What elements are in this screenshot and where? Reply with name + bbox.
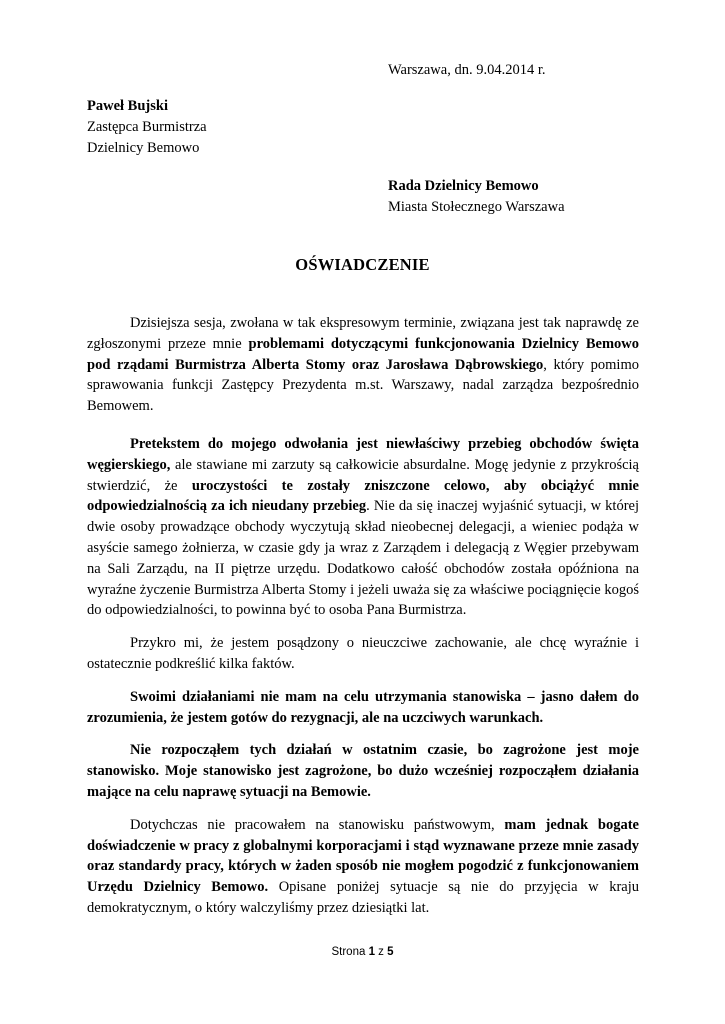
paragraph-text: , który pomimo sprawowania funkcji Zastępcy Prezydenta m.st. Warszawy, nadal zarządza bezpośrednio Bemowem. bbox=[87, 356, 639, 415]
footer-total-pages: 5 bbox=[387, 946, 394, 958]
paragraph-bold-text: problemami dotyczącymi funkcjonowania Dzielnicy Bemowo pod rządami Burmistrza Alberta Stomy oraz Jarosława Dąbrowskiego bbox=[87, 335, 639, 373]
paragraph-bold-text: uroczystości te zostały zniszczone celowo, aby obciążyć mnie odpowiedzialnością za ich nieudany przebieg bbox=[87, 477, 639, 515]
document-title: OŚWIADCZENIE bbox=[295, 255, 430, 274]
footer-prefix: Strona bbox=[331, 946, 369, 958]
paragraph-6 bbox=[87, 815, 639, 919]
paragraph-text: ale stawiane mi zarzuty są całkowicie absurdalne. Mogę jedynie z przykrością stwierdzić, że bbox=[87, 456, 639, 494]
paragraph-5 bbox=[87, 740, 639, 802]
sender-name: Paweł Bujski bbox=[87, 98, 168, 114]
sender-block bbox=[87, 96, 207, 159]
paragraph-bold-text: Pretekstem do mojego odwołania jest niewłaściwy przebieg obchodów święta węgierskiego, bbox=[87, 435, 639, 473]
recipient-block bbox=[388, 176, 565, 218]
sender-title: Zastępca Burmistrza bbox=[87, 119, 207, 135]
paragraph-text: Dzisiejsza sesja, zwołana w tak ekspresowym terminie, związana jest tak naprawdę ze zgłoszonymi przeze mnie bbox=[87, 315, 639, 352]
sender-district: Dzielnicy Bemowo bbox=[87, 140, 200, 156]
paragraph-1 bbox=[87, 313, 639, 417]
paragraph-bold-text: Swoimi działaniami nie mam na celu utrzymania stanowiska – jasno dałem do zrozumienia, że jestem gotów do rezygnacji, ale na uczciwych warunkach. bbox=[87, 688, 639, 726]
paragraph-text: Dotychczas nie pracowałem na stanowisku państwowym, bbox=[130, 816, 505, 833]
paragraph-bold-text: Nie rozpocząłem tych działań w ostatnim czasie, bo zagrożone jest moje stanowisko. Moje stanowisko jest zagrożone, bo dużo wcześniej rozpocząłem działania mające na celu naprawę sytuacji na Bemowie. bbox=[87, 742, 639, 800]
page-footer bbox=[0, 946, 725, 958]
paragraph-3 bbox=[87, 633, 639, 675]
paragraph-2 bbox=[87, 434, 639, 621]
recipient-name: Rada Dzielnicy Bemowo bbox=[388, 178, 539, 194]
recipient-subtitle: Miasta Stołecznego Warszawa bbox=[388, 199, 565, 215]
paragraph-4 bbox=[87, 687, 639, 729]
footer-current-page: 1 bbox=[368, 946, 375, 958]
paragraph-bold-text: mam jednak bogate doświadczenie w pracy z globalnymi korporacjami i stąd wyznawane przeze mnie zasady oraz standardy pracy, których w żaden sposób nie mogłem pogodzić z funkcjonowaniem Urzędu Dzielnicy Bemowo. bbox=[87, 816, 639, 896]
paragraph-text: Przykro mi, że jestem posądzony o nieuczciwe zachowanie, ale chcę wyraźnie i ostatecznie podkreślić kilka faktów. bbox=[87, 635, 639, 672]
date-line: Warszawa, dn. 9.04.2014 r. bbox=[388, 62, 546, 78]
paragraph-text: . Nie da się inaczej wyjaśnić sytuacji, w której dwie osoby prowadzące obchody wyczytują skład nieobecnej delegacji, a wieniec podąża w asyście samego żołnierza, w czasie gdy ja wraz z Zarządem i delegacją z Węgier przebywam na Sali Zarządu, na II piętrze urzędu. Dodatkowo całość obchodów została opóźniona na wyraźne życzenie Burmistrza Alberta Stomy i jeżeli uważa się za właściwe pociągnięcie kogoś do odpowiedzialności, to powinna być to osoba Pana Burmistrza. bbox=[87, 498, 639, 619]
footer-middle: z bbox=[374, 946, 388, 958]
document-body bbox=[87, 313, 639, 919]
paragraph-text: Opisane poniżej sytuacje są nie do przyjęcia w kraju demokratycznym, o który walczyliśmy przez dziesiątki lat. bbox=[87, 879, 639, 916]
